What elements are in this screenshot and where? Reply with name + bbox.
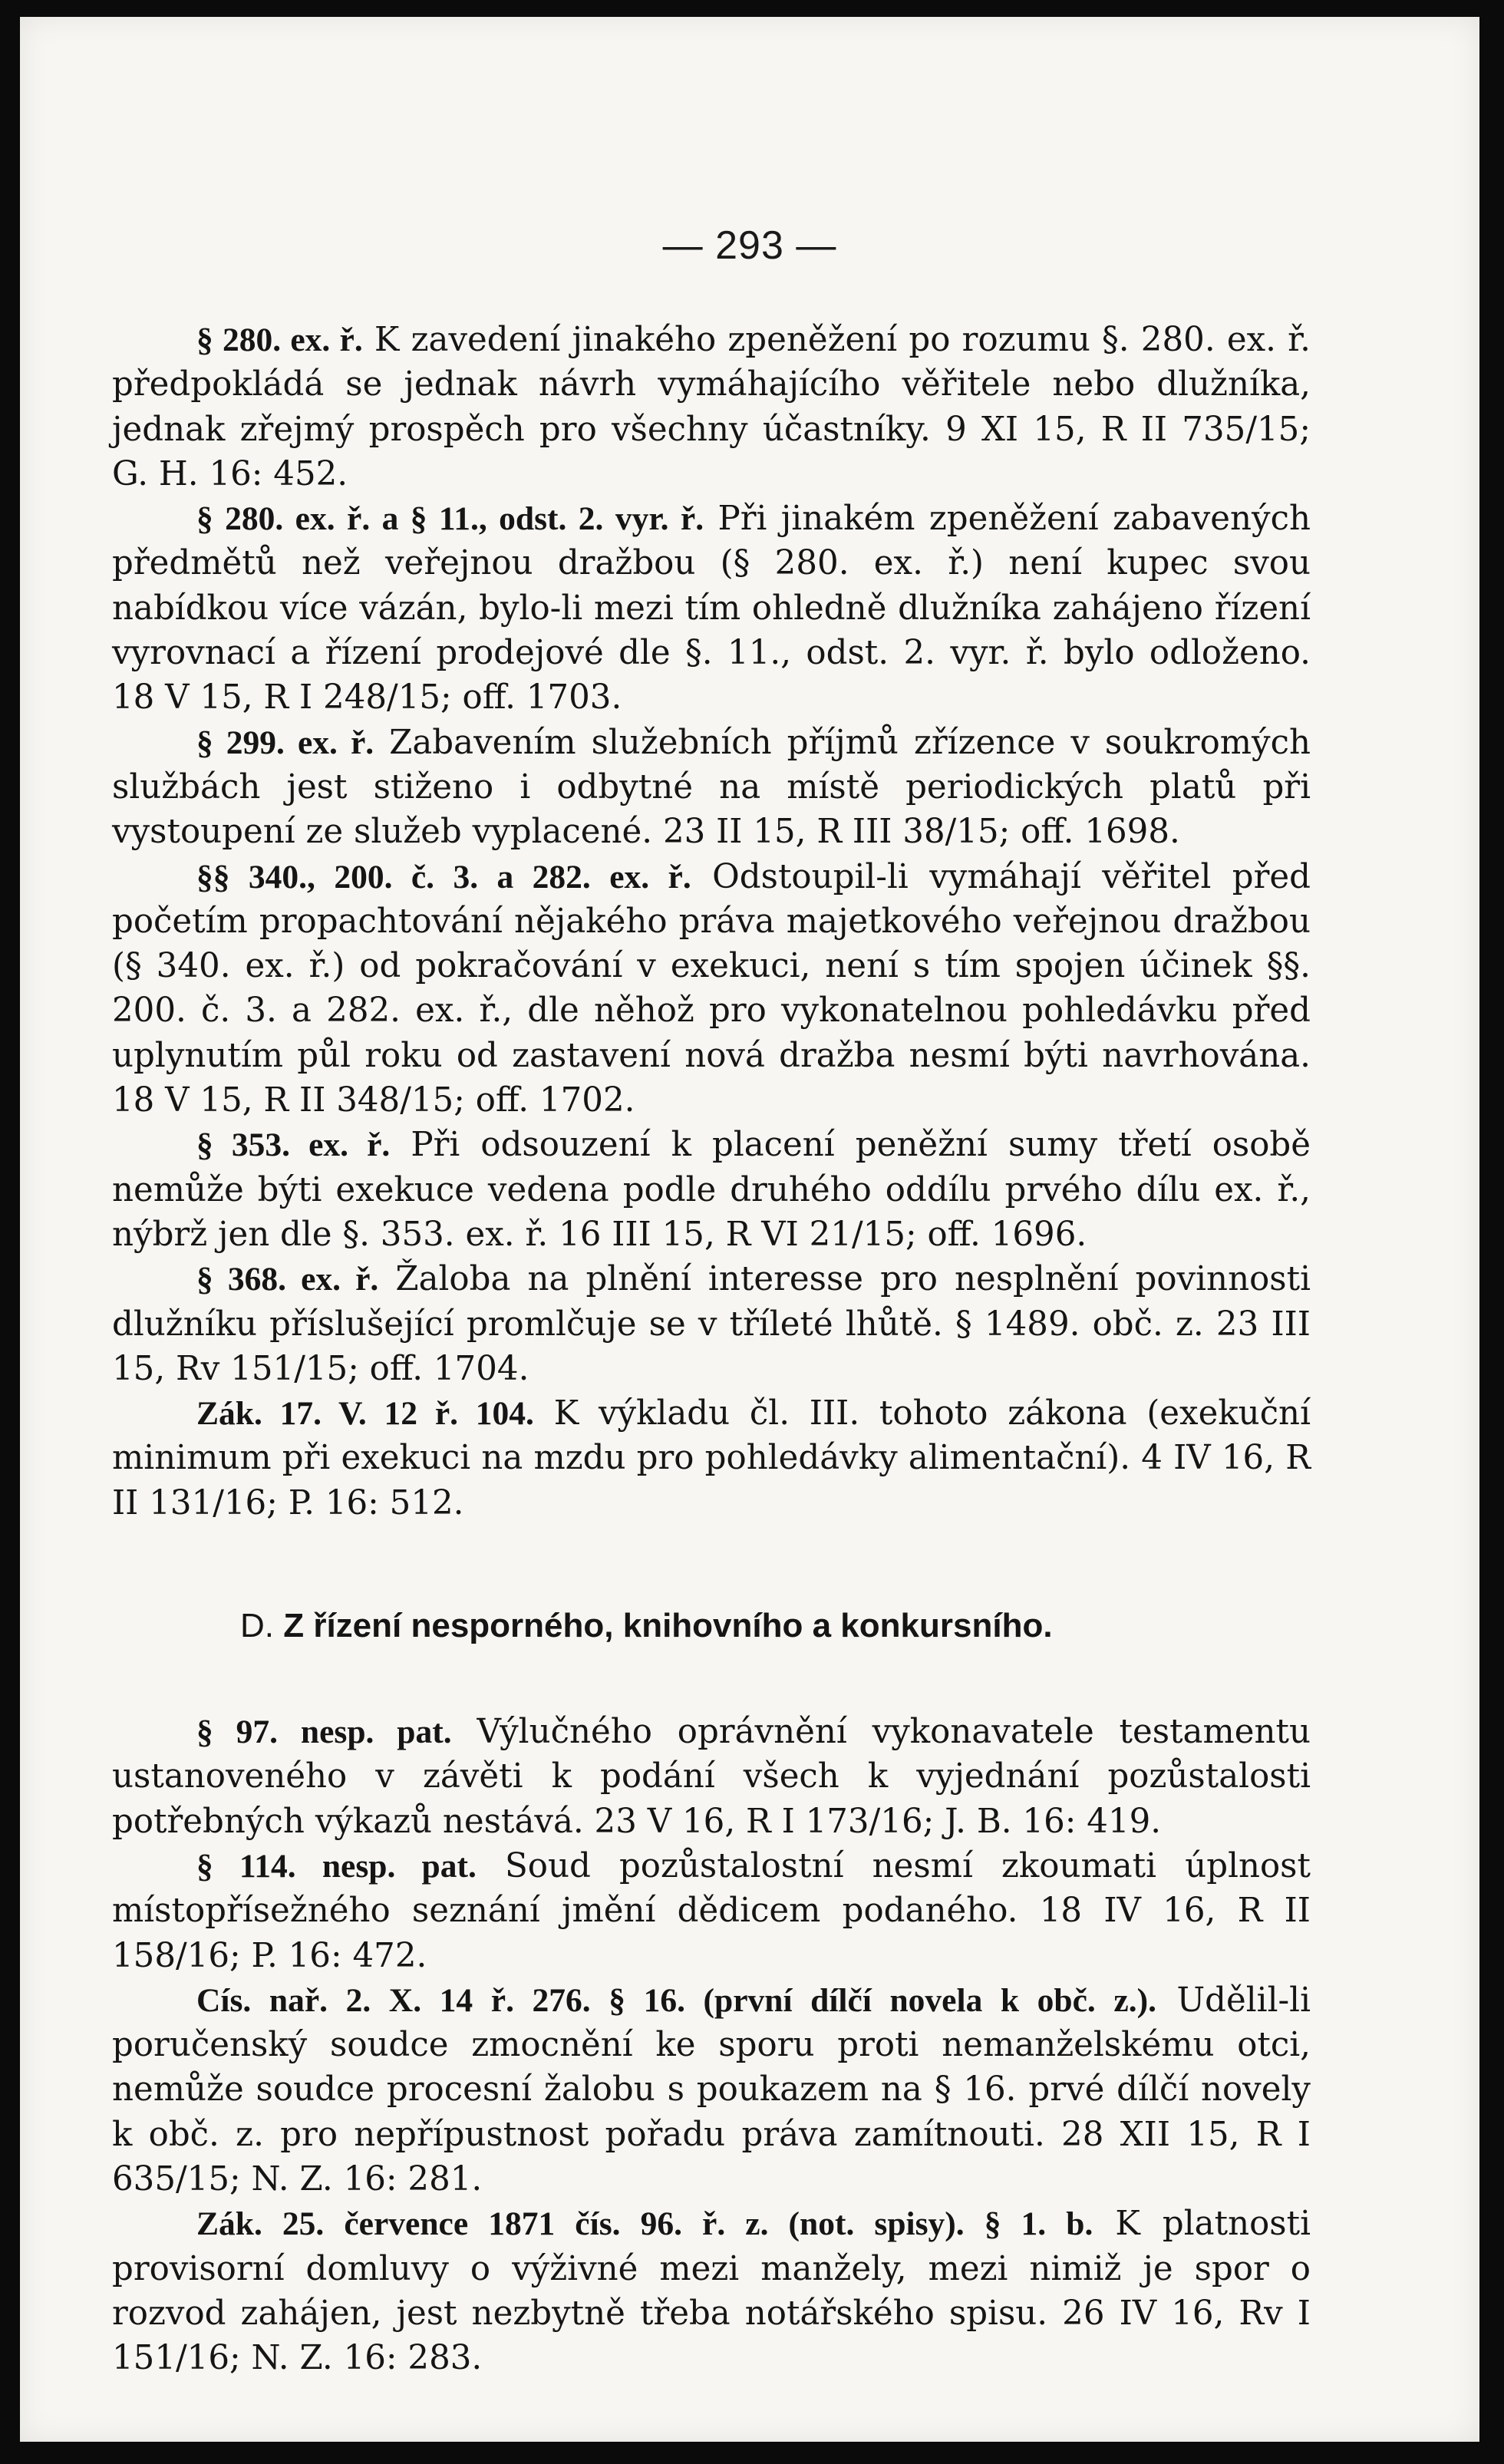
paragraph-280-ex xyxy=(112,318,1311,496)
paragraph-280-ex-11-vyr xyxy=(112,496,1311,720)
paragraph-lead: §§ 340., 200. č. 3. a 282. ex. ř. xyxy=(196,858,691,896)
paragraph-353-ex xyxy=(112,1123,1311,1257)
paragraph-lead: § 114. nesp. pat. xyxy=(196,1847,477,1885)
paragraph-lead: Zák. 17. V. 12 ř. 104. xyxy=(196,1395,534,1433)
paragraph-text: K výkladu čl. III. tohoto zákona (exekuční minimum při exekuci na mzdu pro pohledávky alimentační). 4 IV 16, R II 131/16; P. 16: 512. xyxy=(112,1394,1311,1522)
paragraph-lead: § 97. nesp. pat. xyxy=(196,1714,452,1751)
paragraph-zak-1871 xyxy=(112,2202,1311,2380)
paragraph-text: Při odsouzení k placení peněžní sumy třetí osobě nemůže býti exekuce vedena podle druhého oddílu prvého dílu ex. ř., nýbrž jen dle §. 353. ex. ř. 16 III 15, R VI 21/15; off. 1696. xyxy=(112,1126,1311,1254)
section-heading-title: Z řízení nesporného, knihovního a konkursního. xyxy=(283,1607,1053,1645)
scanned-page xyxy=(20,17,1479,2442)
section-heading xyxy=(112,1604,1311,1648)
paragraph-lead: § 280. ex. ř. a § 11., odst. 2. vyr. ř. xyxy=(196,500,704,538)
paragraph-114-nesp xyxy=(112,1844,1311,1978)
paragraph-text: K platnosti provisorní domluvy o výživné mezi manžely, mezi nimiž je spor o rozvod zahájen, jest nezbytně třeba notářského spisu. 26 IV 16, Rv I 151/16; N. Z. 16: 283. xyxy=(112,2205,1311,2378)
paragraph-lead: § 368. ex. ř. xyxy=(196,1261,379,1298)
paragraph-340-ex xyxy=(112,855,1311,1123)
paragraph-299-ex xyxy=(112,721,1311,855)
paragraph-text: Udělil-li poručenský soudce zmocnění ke sporu proti nemanželskému otci, nemůže soudce procesní žalobu s poukazem na § 16. prvé dílčí novely k obč. z. pro nepřípustnost pořadu práva zamítnouti. 28 XII 15, R I 635/15; N. Z. 16: 281. xyxy=(112,1981,1311,2198)
paragraph-zak-17-v-12 xyxy=(112,1391,1311,1526)
paragraph-lead: Cís. nař. 2. X. 14 ř. 276. § 16. (první dílčí novela k obč. z.). xyxy=(196,1981,1156,2019)
paragraph-lead: § 280. ex. ř. xyxy=(196,322,363,358)
page-body xyxy=(112,318,1311,2380)
paragraph-368-ex xyxy=(112,1257,1311,1391)
paragraph-text: Při jinakém zpeněžení zabavených předmětů než veřejnou dražbou (§ 280. ex. ř.) není kupec svou nabídkou více vázán, bylo-li mezi tím ohledně dlužníka zahájeno řízení vyrovnací a řízení prodejové dle §. 11., odst. 2. vyr. ř. bylo odloženo. 18 V 15, R I 248/15; off. 1703. xyxy=(112,500,1311,717)
paragraph-text: Odstoupil-li vymáhají věřitel před početím propachtování nějakého práva majetkového veřejnou dražbou (§ 340. ex. ř.) od pokračování v exekuci, není s tím spojen účinek §§. 200. č. 3. a 282. ex. ř., dle něhož pro vykonatelnou pohledávku před uplynutím půl roku od zastavení nová dražba nesmí býti navrhována. 18 V 15, R II 348/15; off. 1702. xyxy=(112,857,1311,1120)
paragraph-text: Výlučného oprávnění vykonavatele testamentu ustanoveného v závěti k podání všech k vyjednání pozůstalosti potřebných výkazů nestává. 23 V 16, R I 173/16; J. B. 16: 419. xyxy=(112,1713,1311,1841)
paragraph-lead: § 299. ex. ř. xyxy=(196,724,374,761)
page-number: — 293 — xyxy=(662,223,837,268)
paragraph-text: Žaloba na plnění interesse pro nesplnění povinnosti dlužníku příslušející promlčuje se v tříleté lhůtě. § 1489. obč. z. 23 III 15, Rv 151/15; off. 1704. xyxy=(112,1260,1311,1388)
paragraph-text: Soud pozůstalostní nesmí zkoumati úplnost místopřísežného seznání jmění dědicem podaného. 18 IV 16, R II 158/16; P. 16: 472. xyxy=(112,1846,1311,1975)
paragraph-text: K zavedení jinakého zpeněžení po rozumu §. 280. ex. ř. předpokládá se jednak návrh vymáhajícího věřitele nebo dlužníka, jednak zřejmý prospěch pro všechny účastníky. 9 XI 15, R II 735/15; G. H. 16: 452. xyxy=(112,321,1311,493)
paragraph-text: Zabavením služebních příjmů zřízence v soukromých službách jest stiženo i odbytné na místě periodických platů při vystoupení ze služeb vyplacené. 23 II 15, R III 38/15; off. 1698. xyxy=(112,723,1311,852)
paragraph-lead: § 353. ex. ř. xyxy=(196,1126,391,1164)
section-heading-prefix: D. xyxy=(240,1607,274,1645)
paragraph-cis-nar-276 xyxy=(112,1978,1311,2202)
paragraph-lead: Zák. 25. července 1871 čís. 96. ř. z. (not. spisy). § 1. b. xyxy=(196,2205,1093,2243)
paragraph-97-nesp xyxy=(112,1710,1311,1844)
